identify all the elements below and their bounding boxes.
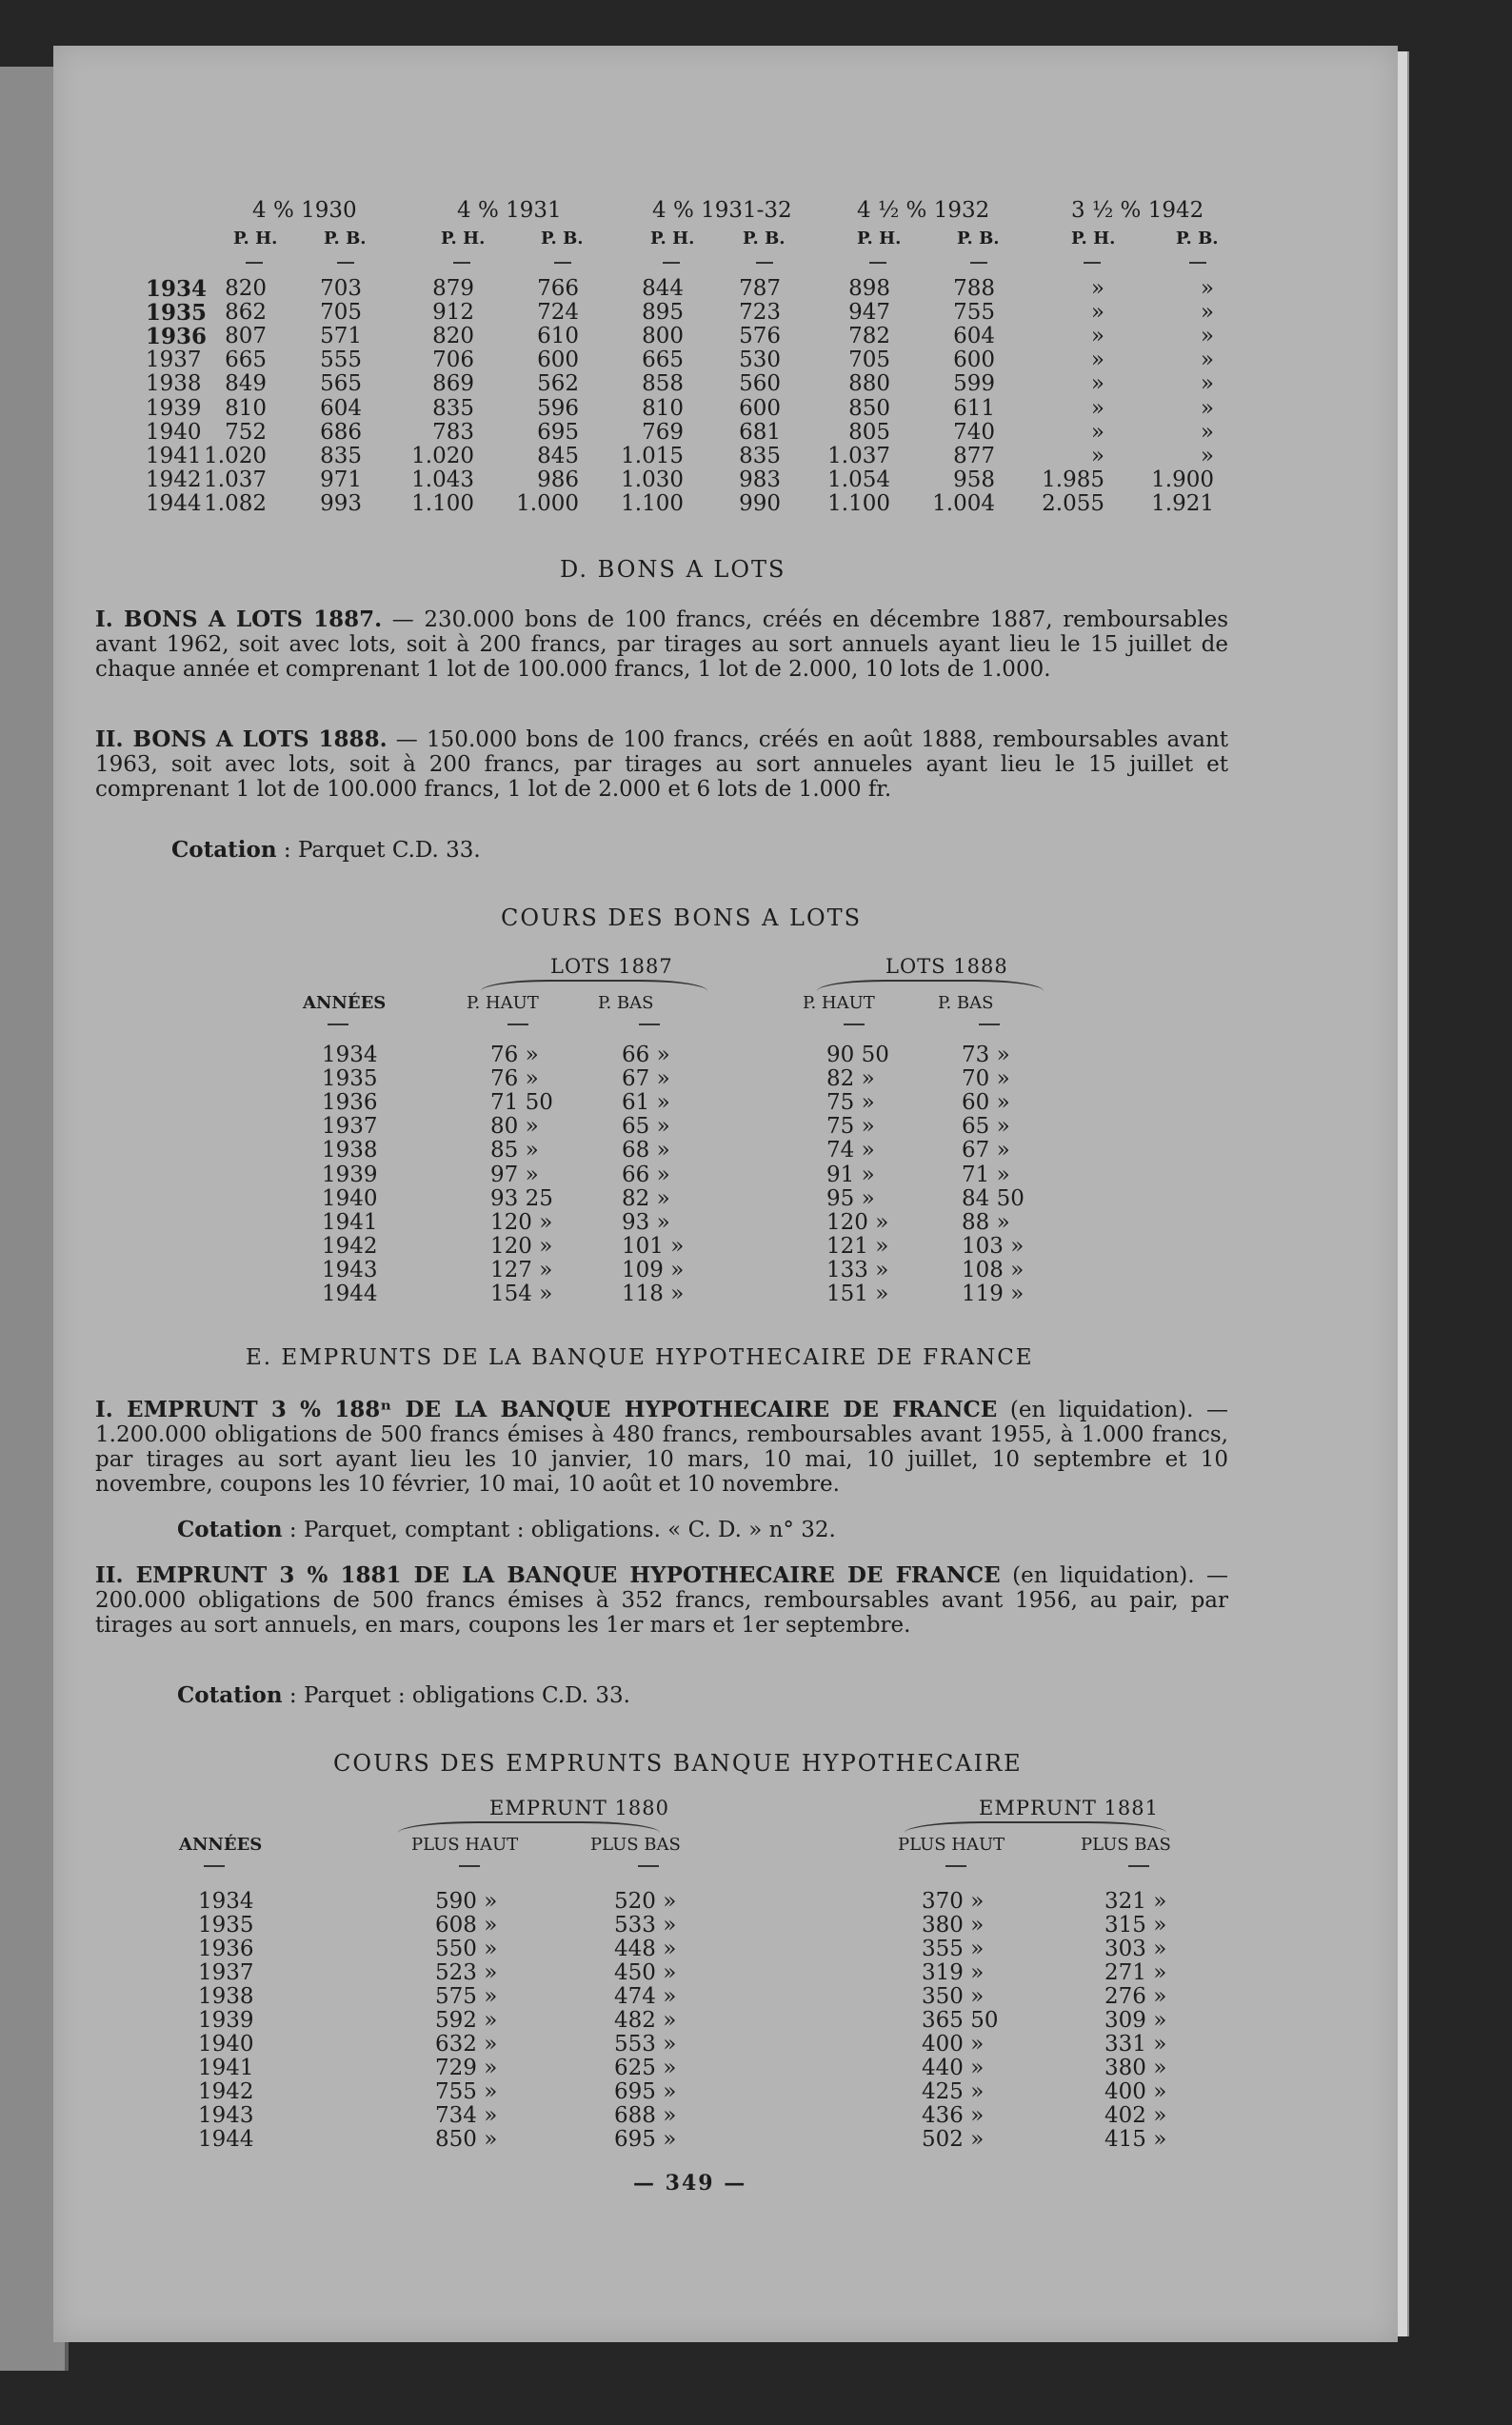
- value-cell-haut: 120 »: [490, 1233, 553, 1259]
- emprunt-1881-text: (en liquidation). — 200.000 obligations de 500 francs émises à 352 francs, remboursables avant 1956, au pair, par tirages au sort annuels, en mars, coupons les 1er mars et 1er septembre.: [95, 1563, 1228, 1638]
- section-e-title: E. EMPRUNTS DE LA BANQUE HYPOTHECAIRE DE FRANCE: [246, 1345, 1034, 1370]
- value-cell-ph: 835: [432, 395, 474, 421]
- value-cell-ph: 844: [642, 276, 684, 301]
- value-cell-pb: 788: [953, 276, 995, 301]
- value-cell-haut: 590 »: [435, 1889, 498, 1914]
- value-cell-bas: 103 »: [962, 1233, 1025, 1259]
- value-cell-haut: 400 »: [922, 2032, 985, 2057]
- value-cell-ph: 810: [225, 395, 267, 421]
- value-cell-ph: »: [1090, 348, 1104, 373]
- value-cell-haut: 76 »: [490, 1066, 539, 1092]
- page-number: — 349 —: [633, 2171, 747, 2196]
- value-cell-haut: 440 »: [922, 2056, 985, 2080]
- year-cell: 1944: [198, 2127, 254, 2152]
- value-cell-haut: 575 »: [435, 1984, 498, 2009]
- value-cell-pb: 958: [953, 467, 995, 492]
- year-cell: 1937: [198, 1960, 254, 1985]
- year-cell: 1936: [146, 324, 208, 350]
- group-header-1: EMPRUNT 1880: [489, 1797, 669, 1819]
- value-cell-pb: 610: [537, 324, 579, 349]
- value-cell-ph: 820: [432, 324, 474, 349]
- header-dash: [979, 1024, 1000, 1025]
- value-cell-haut: 502 »: [922, 2127, 985, 2152]
- value-cell-pb: 845: [537, 443, 579, 468]
- value-cell-bas: 70 »: [962, 1066, 1010, 1092]
- value-cell-ph: 850: [848, 395, 890, 421]
- sub-header-ph: P. H.: [1071, 229, 1116, 248]
- value-cell-ph: 947: [848, 300, 890, 326]
- group-header-2: EMPRUNT 1881: [979, 1797, 1159, 1819]
- value-cell-bas: 71 »: [962, 1162, 1010, 1187]
- header-dash: [756, 262, 773, 264]
- value-cell-bas: 108 »: [962, 1257, 1025, 1282]
- value-cell-pb: 555: [320, 348, 362, 373]
- value-cell-bas: 109 »: [622, 1257, 685, 1282]
- value-cell-bas: 93 »: [622, 1209, 670, 1235]
- header-dash: [246, 262, 263, 264]
- group-brace-2: [817, 980, 1044, 991]
- value-cell-haut: 97 »: [490, 1162, 539, 1187]
- value-cell-ph: 1.054: [827, 467, 890, 492]
- value-cell-ph: 869: [432, 371, 474, 397]
- value-cell-pb: 835: [739, 443, 781, 468]
- year-cell: 1940: [146, 419, 202, 445]
- value-cell-pb: 755: [953, 300, 995, 326]
- value-cell-pb: 576: [739, 324, 781, 349]
- value-cell-bas: 67 »: [622, 1066, 670, 1092]
- bons-1888-heading: II. BONS A LOTS 1888.: [95, 726, 388, 752]
- group-header-1: LOTS 1887: [550, 955, 673, 978]
- value-cell-haut: 71 50: [490, 1090, 553, 1116]
- value-cell-ph: »: [1090, 395, 1104, 421]
- value-cell-pb: 681: [739, 419, 781, 445]
- value-cell-bas: 448 »: [614, 1937, 677, 1961]
- column-header-haut: P. HAUT: [803, 993, 875, 1013]
- value-cell-ph: 880: [848, 371, 890, 397]
- value-cell-bas: 474 »: [614, 1984, 677, 2009]
- year-cell: 1937: [146, 348, 202, 373]
- value-cell-pb: 787: [739, 276, 781, 301]
- year-cell: 1940: [198, 2032, 254, 2057]
- value-cell-haut: 76 »: [490, 1043, 539, 1067]
- year-cell: 1940: [322, 1185, 378, 1211]
- value-cell-pb: 1.004: [932, 490, 995, 516]
- value-cell-bas: 482 »: [614, 2008, 677, 2033]
- year-cell: 1942: [322, 1233, 378, 1259]
- value-cell-bas: 533 »: [614, 1913, 677, 1938]
- year-cell: 1944: [146, 490, 202, 516]
- value-cell-pb: 990: [739, 490, 781, 516]
- value-cell-haut: 436 »: [922, 2103, 985, 2128]
- value-cell-pb: »: [1200, 324, 1214, 349]
- group-header: 3 ½ % 1942: [1071, 198, 1204, 223]
- value-cell-pb: 695: [537, 419, 579, 445]
- year-cell: 1935: [322, 1066, 378, 1092]
- value-cell-ph: 1.985: [1042, 467, 1104, 492]
- value-cell-ph: 805: [848, 419, 890, 445]
- value-cell-ph: 1.020: [411, 443, 474, 468]
- value-cell-ph: 1.100: [411, 490, 474, 516]
- value-cell-haut: 133 »: [826, 1257, 889, 1282]
- value-cell-bas: 402 »: [1104, 2103, 1167, 2128]
- value-cell-ph: 752: [225, 419, 267, 445]
- sub-header-ph: P. H.: [650, 229, 695, 248]
- header-dash: [459, 1865, 480, 1867]
- value-cell-bas: 695 »: [614, 2079, 677, 2104]
- year-cell: 1935: [198, 1913, 254, 1938]
- emprunt-1881-paragraph: [95, 1563, 1228, 1638]
- sub-header-pb: P. B.: [324, 229, 367, 248]
- value-cell-bas: 625 »: [614, 2056, 677, 2080]
- bons-1887-text: — 230.000 bons de 100 francs, créés en décembre 1887, remboursables avant 1962, soit avec lots, soit à 200 francs, par tirages au sort annuels ayant lieu le 15 juillet de chaque année et comprenant 1 lot de 100.000 francs, 1 lot de 2.000, 10 lots de 1.000.: [95, 607, 1228, 682]
- value-cell-ph: 1.037: [204, 467, 267, 492]
- value-cell-bas: 520 »: [614, 1889, 677, 1914]
- year-cell: 1934: [198, 1889, 254, 1914]
- value-cell-ph: »: [1090, 276, 1104, 301]
- value-cell-pb: 530: [739, 348, 781, 373]
- emprunt-1880-paragraph: [95, 1398, 1228, 1497]
- sub-header-pb: P. B.: [957, 229, 1000, 248]
- value-cell-bas: 271 »: [1104, 1960, 1167, 1985]
- value-cell-pb: 604: [320, 395, 362, 421]
- value-cell-haut: 355 »: [922, 1937, 985, 1961]
- value-cell-haut: 74 »: [826, 1138, 875, 1163]
- value-cell-ph: 879: [432, 276, 474, 301]
- value-cell-haut: 523 »: [435, 1960, 498, 1985]
- emprunt-1880-cotation-label: Cotation: [177, 1517, 283, 1542]
- value-cell-bas: 60 »: [962, 1090, 1010, 1116]
- header-dash: [507, 1024, 528, 1025]
- value-cell-ph: 898: [848, 276, 890, 301]
- value-cell-ph: 849: [225, 371, 267, 397]
- value-cell-bas: 66 »: [622, 1043, 670, 1067]
- value-cell-haut: 93 25: [490, 1185, 553, 1211]
- year-cell: 1941: [198, 2056, 254, 2080]
- column-header-bas: PLUS BAS: [1081, 1835, 1171, 1855]
- year-cell: 1939: [146, 395, 202, 421]
- year-cell: 1935: [146, 300, 208, 327]
- column-header-bas: PLUS BAS: [590, 1835, 681, 1855]
- emprunt-1880-text: (en liquidation). — 1.200.000 obligations de 500 francs émises à 480 francs, remboursables avant 1955, à 1.000 francs, par tirages au sort ayant lieu les 10 janvier, 10 mars, 10 mai, 10 juillet, 10 septembre et 10 novembre, coupons les 10 février, 10 mai, 10 août et 10 novembre.: [95, 1398, 1229, 1497]
- value-cell-bas: 695 »: [614, 2127, 677, 2152]
- year-cell: 1937: [322, 1114, 378, 1140]
- value-cell-haut: 729 »: [435, 2056, 498, 2080]
- year-cell: 1934: [322, 1043, 378, 1067]
- value-cell-haut: 154 »: [490, 1282, 553, 1306]
- column-header-haut: P. HAUT: [467, 993, 539, 1013]
- value-cell-bas: 276 »: [1104, 1984, 1167, 2009]
- header-dash: [639, 1024, 660, 1025]
- value-cell-ph: 783: [432, 419, 474, 445]
- group-brace-2: [905, 1821, 1166, 1833]
- value-cell-ph: »: [1090, 443, 1104, 468]
- value-cell-ph: »: [1090, 324, 1104, 349]
- value-cell-bas: 118 »: [622, 1282, 685, 1306]
- emprunt-1880-cotation: [177, 1518, 1310, 1542]
- value-cell-bas: 73 »: [962, 1043, 1010, 1067]
- value-cell-bas: 688 »: [614, 2103, 677, 2128]
- header-dash: [1189, 262, 1206, 264]
- value-cell-ph: 800: [642, 324, 684, 349]
- value-cell-pb: 835: [320, 443, 362, 468]
- value-cell-ph: 1.037: [827, 443, 890, 468]
- value-cell-pb: 1.921: [1151, 490, 1214, 516]
- group-brace-1: [481, 980, 707, 991]
- value-cell-ph: 1.030: [621, 467, 684, 492]
- value-cell-bas: 450 »: [614, 1960, 677, 1985]
- value-cell-pb: 562: [537, 371, 579, 397]
- bons-cotation-label: Cotation: [171, 837, 277, 863]
- value-cell-pb: 705: [320, 300, 362, 326]
- value-cell-ph: 1.100: [621, 490, 684, 516]
- header-dash: [337, 262, 354, 264]
- header-dash: [453, 262, 470, 264]
- value-cell-ph: 820: [225, 276, 267, 301]
- value-cell-ph: 858: [642, 371, 684, 397]
- year-cell: 1939: [198, 2008, 254, 2033]
- header-dash: [663, 262, 680, 264]
- value-cell-haut: 370 »: [922, 1889, 985, 1914]
- value-cell-pb: 723: [739, 300, 781, 326]
- value-cell-haut: 350 »: [922, 1984, 985, 2009]
- value-cell-pb: 686: [320, 419, 362, 445]
- sub-header-ph: P. H.: [441, 229, 486, 248]
- value-cell-pb: »: [1200, 348, 1214, 373]
- year-cell: 1938: [146, 371, 202, 397]
- value-cell-bas: 88 »: [962, 1209, 1010, 1235]
- value-cell-haut: 151 »: [826, 1282, 889, 1306]
- value-cell-pb: 1.000: [516, 490, 579, 516]
- value-cell-bas: 380 »: [1104, 2056, 1167, 2080]
- value-cell-ph: 769: [642, 419, 684, 445]
- value-cell-haut: 632 »: [435, 2032, 498, 2057]
- value-cell-haut: 608 »: [435, 1913, 498, 1938]
- value-cell-haut: 120 »: [826, 1209, 889, 1235]
- header-dash: [1128, 1865, 1149, 1867]
- year-cell: 1942: [146, 467, 202, 492]
- column-header-haut: PLUS HAUT: [898, 1835, 1005, 1855]
- value-cell-bas: 315 »: [1104, 1913, 1167, 1938]
- value-cell-haut: 425 »: [922, 2079, 985, 2104]
- value-cell-haut: 75 »: [826, 1090, 875, 1116]
- sub-header-pb: P. B.: [1176, 229, 1219, 248]
- year-cell: 1938: [322, 1138, 378, 1163]
- value-cell-haut: 734 »: [435, 2103, 498, 2128]
- value-cell-pb: 740: [953, 419, 995, 445]
- value-cell-bas: 309 »: [1104, 2008, 1167, 2033]
- year-cell: 1943: [322, 1257, 378, 1282]
- sub-header-ph: P. H.: [857, 229, 902, 248]
- value-cell-pb: 877: [953, 443, 995, 468]
- value-cell-pb: »: [1200, 276, 1214, 301]
- value-cell-bas: 67 »: [962, 1138, 1010, 1163]
- column-header-bas: P. BAS: [598, 993, 654, 1013]
- value-cell-ph: 1.082: [204, 490, 267, 516]
- column-header-annees: ANNÉES: [303, 993, 387, 1013]
- emprunts-table-title: COURS DES EMPRUNTS BANQUE HYPOTHECAIRE: [333, 1750, 1023, 1777]
- emprunt-1881-cotation-label: Cotation: [177, 1682, 283, 1708]
- value-cell-ph: 705: [848, 348, 890, 373]
- bons-1888-paragraph: [95, 727, 1228, 802]
- value-cell-pb: »: [1200, 300, 1214, 326]
- value-cell-haut: 319 »: [922, 1960, 985, 1985]
- year-cell: 1943: [198, 2103, 254, 2128]
- value-cell-haut: 85 »: [490, 1138, 539, 1163]
- value-cell-bas: 68 »: [622, 1138, 670, 1163]
- value-cell-ph: 665: [225, 348, 267, 373]
- header-dash: [328, 1024, 348, 1025]
- bons-cotation: [171, 838, 1304, 863]
- value-cell-pb: 599: [953, 371, 995, 397]
- value-cell-pb: 600: [953, 348, 995, 373]
- year-cell: 1934: [146, 276, 208, 302]
- value-cell-pb: »: [1200, 371, 1214, 397]
- value-cell-haut: 91 »: [826, 1162, 875, 1187]
- value-cell-ph: 1.043: [411, 467, 474, 492]
- group-header: 4 % 1931-32: [652, 198, 792, 223]
- value-cell-ph: 782: [848, 324, 890, 349]
- value-cell-ph: 810: [642, 395, 684, 421]
- group-header-2: LOTS 1888: [885, 955, 1008, 978]
- group-brace-1: [398, 1821, 660, 1833]
- value-cell-pb: 604: [953, 324, 995, 349]
- year-cell: 1939: [322, 1162, 378, 1187]
- header-dash: [869, 262, 886, 264]
- value-cell-haut: 90 50: [826, 1043, 889, 1067]
- emprunt-1881-cotation: [177, 1683, 1310, 1708]
- column-header-haut: PLUS HAUT: [411, 1835, 519, 1855]
- value-cell-pb: 986: [537, 467, 579, 492]
- value-cell-ph: 912: [432, 300, 474, 326]
- value-cell-pb: 596: [537, 395, 579, 421]
- bons-table-title: COURS DES BONS A LOTS: [501, 904, 863, 931]
- year-cell: 1941: [322, 1209, 378, 1235]
- value-cell-ph: 706: [432, 348, 474, 373]
- header-dash: [554, 262, 571, 264]
- value-cell-haut: 127 »: [490, 1257, 553, 1282]
- year-cell: 1944: [322, 1282, 378, 1306]
- value-cell-bas: 321 »: [1104, 1889, 1167, 1914]
- year-cell: 1942: [198, 2079, 254, 2104]
- year-cell: 1936: [198, 1937, 254, 1961]
- value-cell-bas: 400 »: [1104, 2079, 1167, 2104]
- value-cell-pb: »: [1200, 443, 1214, 468]
- value-cell-haut: 82 »: [826, 1066, 875, 1092]
- column-header-bas: P. BAS: [938, 993, 994, 1013]
- header-dash: [844, 1024, 865, 1025]
- value-cell-haut: 850 »: [435, 2127, 498, 2152]
- value-cell-ph: 895: [642, 300, 684, 326]
- group-header: 4 ½ % 1932: [857, 198, 990, 223]
- value-cell-haut: 365 50: [922, 2008, 999, 2033]
- value-cell-bas: 101 »: [622, 1233, 685, 1259]
- emprunt-1881-cotation-value: : Parquet : obligations C.D. 33.: [282, 1683, 630, 1708]
- emprunt-1880-heading: I. EMPRUNT 3 % 188ⁿ DE LA BANQUE HYPOTHECAIRE DE FRANCE: [95, 1397, 998, 1422]
- value-cell-pb: 1.900: [1151, 467, 1214, 492]
- value-cell-haut: 121 »: [826, 1233, 889, 1259]
- group-header: 4 % 1931: [457, 198, 562, 223]
- value-cell-bas: 303 »: [1104, 1937, 1167, 1961]
- value-cell-ph: 665: [642, 348, 684, 373]
- value-cell-ph: 1.020: [204, 443, 267, 468]
- value-cell-ph: »: [1090, 371, 1104, 397]
- value-cell-haut: 120 »: [490, 1209, 553, 1235]
- header-dash: [970, 262, 987, 264]
- value-cell-haut: 755 »: [435, 2079, 498, 2104]
- value-cell-bas: 119 »: [962, 1282, 1025, 1306]
- value-cell-pb: 724: [537, 300, 579, 326]
- value-cell-bas: 415 »: [1104, 2127, 1167, 2152]
- value-cell-pb: 600: [537, 348, 579, 373]
- value-cell-bas: 61 »: [622, 1090, 670, 1116]
- value-cell-pb: 611: [953, 395, 995, 421]
- value-cell-ph: 1.015: [621, 443, 684, 468]
- header-dash: [945, 1865, 966, 1867]
- value-cell-bas: 66 »: [622, 1162, 670, 1187]
- column-header-annees: ANNÉES: [179, 1835, 263, 1855]
- value-cell-bas: 331 »: [1104, 2032, 1167, 2057]
- value-cell-haut: 75 »: [826, 1114, 875, 1140]
- value-cell-bas: 84 50: [962, 1185, 1025, 1211]
- value-cell-haut: 95 »: [826, 1185, 875, 1211]
- value-cell-ph: »: [1090, 300, 1104, 326]
- value-cell-pb: 565: [320, 371, 362, 397]
- value-cell-bas: 82 »: [622, 1185, 670, 1211]
- header-dash: [1084, 262, 1101, 264]
- bons-1887-heading: I. BONS A LOTS 1887.: [95, 606, 383, 632]
- value-cell-pb: 560: [739, 371, 781, 397]
- bons-1888-text: — 150.000 bons de 100 francs, créés en août 1888, remboursables avant 1963, soit avec lots, soit à 200 francs, par tirages au sort annueles ayant lieu le 15 juillet et comprenant 1 lot de 100.000 francs, 1 lot de 2.000 et 6 lots de 1.000 fr.: [95, 727, 1228, 802]
- value-cell-haut: 550 »: [435, 1937, 498, 1961]
- value-cell-pb: 993: [320, 490, 362, 516]
- value-cell-haut: 592 »: [435, 2008, 498, 2033]
- value-cell-ph: 1.100: [827, 490, 890, 516]
- sub-header-ph: P. H.: [233, 229, 278, 248]
- value-cell-ph: 807: [225, 324, 267, 349]
- value-cell-pb: 703: [320, 276, 362, 301]
- value-cell-ph: »: [1090, 419, 1104, 445]
- header-dash: [638, 1865, 659, 1867]
- year-cell: 1936: [322, 1090, 378, 1116]
- value-cell-pb: 983: [739, 467, 781, 492]
- value-cell-pb: 600: [739, 395, 781, 421]
- value-cell-bas: 553 »: [614, 2032, 677, 2057]
- value-cell-pb: »: [1200, 419, 1214, 445]
- emprunt-1880-cotation-value: : Parquet, comptant : obligations. « C. D. » n° 32.: [282, 1518, 836, 1542]
- year-cell: 1941: [146, 443, 202, 468]
- value-cell-ph: 862: [225, 300, 267, 326]
- year-cell: 1938: [198, 1984, 254, 2009]
- value-cell-pb: 766: [537, 276, 579, 301]
- bons-cotation-value: : Parquet C.D. 33.: [276, 838, 481, 863]
- group-header: 4 % 1930: [252, 198, 357, 223]
- value-cell-haut: 380 »: [922, 1913, 985, 1938]
- bons-1887-paragraph: [95, 607, 1228, 682]
- sub-header-pb: P. B.: [541, 229, 584, 248]
- value-cell-haut: 80 »: [490, 1114, 539, 1140]
- header-dash: [204, 1865, 225, 1867]
- value-cell-bas: 65 »: [622, 1114, 670, 1140]
- sub-header-pb: P. B.: [743, 229, 786, 248]
- value-cell-bas: 65 »: [962, 1114, 1010, 1140]
- value-cell-ph: 2.055: [1042, 490, 1104, 516]
- emprunt-1881-heading: II. EMPRUNT 3 % 1881 DE LA BANQUE HYPOTHECAIRE DE FRANCE: [95, 1562, 1001, 1588]
- value-cell-pb: »: [1200, 395, 1214, 421]
- value-cell-pb: 571: [320, 324, 362, 349]
- value-cell-pb: 971: [320, 467, 362, 492]
- section-d-title: D. BONS A LOTS: [560, 556, 786, 583]
